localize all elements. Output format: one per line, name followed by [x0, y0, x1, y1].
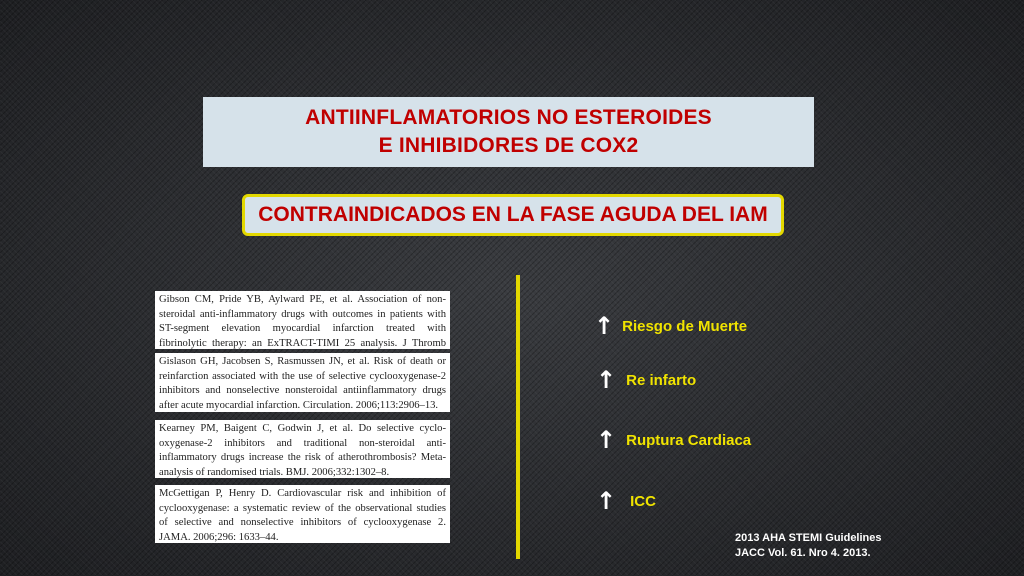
- citation-line-2: JACC Vol. 61. Nro 4. 2013.: [735, 547, 871, 559]
- title-box: [203, 97, 814, 167]
- reference-gislason: Gislason GH, Jacobsen S, Rasmussen JN, et al. Risk of death or reinfarction associated with the use of selective cyclooxygenase-2 inhibitors and nonselective nonsteroidal antiinflammatory drugs after acute myocardial infarction. Circulation. 2006;113:2906–13.: [155, 353, 450, 412]
- vertical-divider: [516, 275, 520, 559]
- reference-mcgettigan: McGettigan P, Henry D. Cardiovascular risk and inhibition of cyclooxygenase: a systematic review of the observational studies of selective and nonselective inhibitors of cyclooxygenase 2. JAMA. 2006;296: 1633–44.: [155, 485, 450, 543]
- effect-ruptura-cardiaca: [596, 428, 751, 452]
- up-arrow-icon: ↑: [596, 426, 617, 454]
- effect-re-infarto: [596, 368, 696, 392]
- citation-line-1: 2013 AHA STEMI Guidelines: [735, 532, 882, 544]
- effect-label: Riesgo de Muerte: [622, 317, 748, 335]
- up-arrow-icon: ↑: [596, 487, 617, 515]
- title-line-1: ANTIINFLAMATORIOS NO ESTEROIDES: [305, 106, 712, 129]
- effect-label: Ruptura Cardiaca: [626, 431, 752, 449]
- citation: [735, 531, 882, 561]
- up-arrow-icon: ↑: [596, 366, 617, 394]
- contraindication-text: CONTRAINDICADOS EN LA FASE AGUDA DEL IAM: [258, 203, 768, 226]
- reference-gibson: Gibson CM, Pride YB, Aylward PE, et al. Association of non-steroidal anti-inflammatory drugs with outcomes in patients with ST-segment elevation myocardial infarction treated with fibrinolytic therapy: an ExTRACT-TIMI 25 analysis. J Thromb: [155, 291, 450, 349]
- effect-riesgo-de-muerte: [594, 314, 747, 338]
- contraindication-box: [242, 194, 784, 236]
- effect-label: ICC: [630, 492, 656, 510]
- effect-icc: [596, 489, 656, 513]
- title-line-2: E INHIBIDORES DE COX2: [378, 134, 639, 157]
- up-arrow-icon: ↑: [594, 312, 615, 340]
- effect-label: Re infarto: [626, 371, 697, 389]
- reference-kearney: Kearney PM, Baigent C, Godwin J, et al. Do selective cyclo-oxygenase-2 inhibitors and traditional non-steroidal anti-inflammatory drugs increase the risk of atherothrombosis? Meta-analysis of randomised trials. BMJ. 2006;332:1302–8.: [155, 420, 450, 478]
